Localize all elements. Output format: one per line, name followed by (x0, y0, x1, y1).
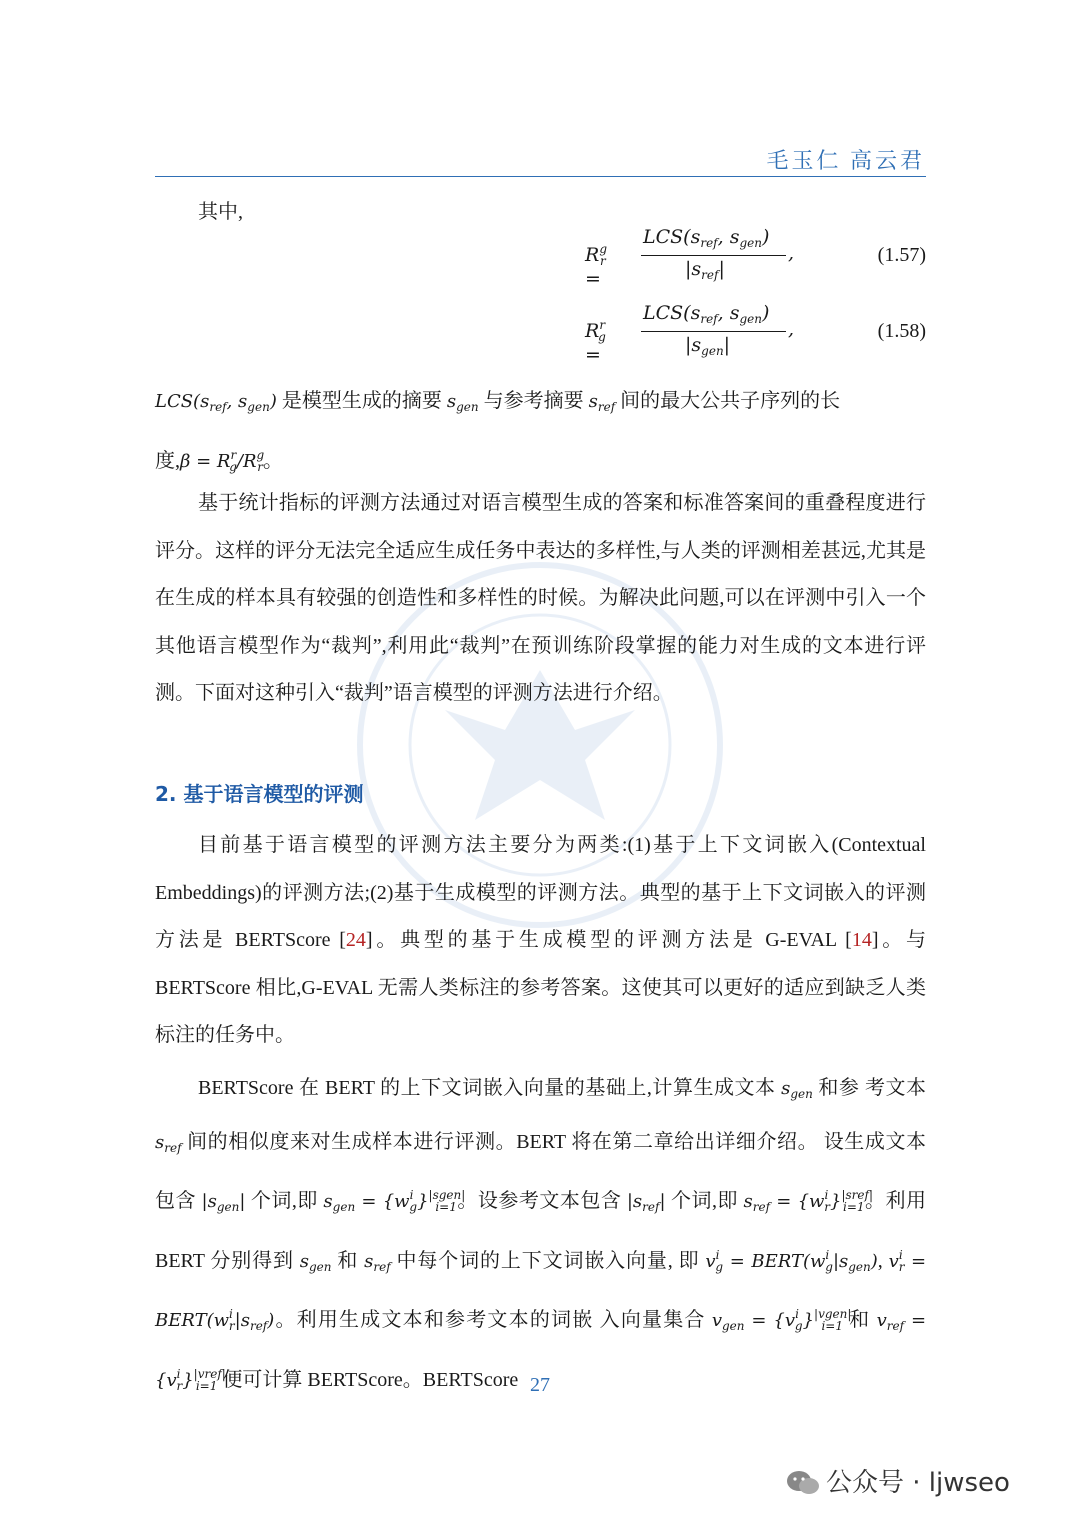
equation-1-57: $R^g_r$ = $LCS(s_{ref}$, $s_{gen}$) $|s_{ref}|$ , (1.57) (585, 226, 926, 290)
equation-1-58: $R^r_g$ = $LCS(s_{ref}$, $s_{gen}$) $|s_{gen}|$ , (1.58) (585, 302, 926, 366)
citation-link[interactable]: 24 (345, 929, 366, 951)
page-number: 27 (530, 1374, 550, 1396)
section-heading: 2. 基于语言模型的评测 (155, 782, 364, 806)
header-rule (155, 176, 926, 177)
equation-number: (1.57) (877, 244, 926, 266)
paragraph-statistical-metrics: 基于统计指标的评测方法通过对语言模型生成的答案和标准答案间的重叠程度进行评分。这样的评分无法完全适应生成任务中表达的多样性,与人类的评测相差甚远,尤其是在生成的样本具有较强的创造性和多样性的时候。为解决此问题,可以在评测中引入一个其他语言模型作为“裁判”,利用此“裁判”在预训练阶段掌握的能力对生成的文本进行评测。下面对这种引入“裁判”语言模型的评测方法进行介绍。 (155, 492, 926, 704)
wechat-watermark (786, 1462, 1010, 1499)
paragraph-lm-evaluation: 目前基于语言模型的评测方法主要分为两类:(1)基于上下文词嵌入(Contextual Embeddings)的评测方法;(2)基于生成模型的评测方法。典型的基于上下文词嵌入的评测方法是 BERTScore [24]。典型的基于生成模型的评测方法是 G-EVAL [14]。与 BERTScore 相比,G-EVAL 无需人类标注的参考答案。这使其可以更好的适应到缺乏人类标注的任务中。 (155, 834, 926, 1046)
equation-numerator: $LCS(s_{ref}$, $s_{gen}$) (643, 226, 770, 250)
equation-number: (1.58) (877, 320, 926, 342)
watermark-text: 公众号 · ljwseo (826, 1468, 1010, 1498)
equation-denominator: $|s_{ref}|$ (685, 258, 725, 282)
equation-lhs: $R^g_r$ = (585, 242, 607, 290)
equation-numerator: $LCS(s_{ref}$, $s_{gen}$) (643, 302, 770, 326)
paragraph-bertscore: BERTScore 在 BERT 的上下文词嵌入向量的基础上,计算生成文本 $s_{gen}$ 和参 考文本 $s_{ref}$ 间的相似度来对生成样本进行评测。BERT 将在第二章给出详细介绍。 设生成文本包含 $|s_{gen}|$ 个词,即 $s_{gen} = \{w^i_g\}^{|sgen|}_{i=1}$。设参考文本包含 $|s_{ref}|$ 个词,即 $s_{ref} = \{w^i_r\}^{|sref|}_{i=1}$。利用 BERT 分别得到 $s_{gen}$ 和 $s_{ref}$ 中每个词的上下文词嵌入向量, 即 $v^i_g$ = $BERT(w^i_g|s_{gen})$, $v^i_r$ = $BERT(w^i_r|s_{ref})$。利用生成文本和参考文本的词嵌 入向量集合 $v_{gen} = \{v^i_g\}^{|vgen|}_{i=1}$ 和 $v_{ref} = \{v^i_r\}^{|vref|}_{i=1}$ 便可计算 BERTScore。BERTScore (155, 1077, 927, 1393)
wechat-icon (786, 1470, 820, 1496)
equation-lhs: $R^r_g$ = (585, 318, 606, 366)
citation-link[interactable]: 14 (851, 929, 872, 951)
lcs-description: $LCS(s_{ref}$, $s_{gen}$) 是模型生成的摘要 $s_{gen}$ 与参考摘要 $s_{ref}$ 间的最大公共子序列的长 度$,\beta = R^r_g/R^g_r$。 (155, 390, 841, 474)
intro-text: 其中, (198, 201, 243, 223)
header-authors: 毛玉仁 高云君 (766, 148, 925, 173)
equation-denominator: $|s_{gen}|$ (685, 334, 731, 358)
